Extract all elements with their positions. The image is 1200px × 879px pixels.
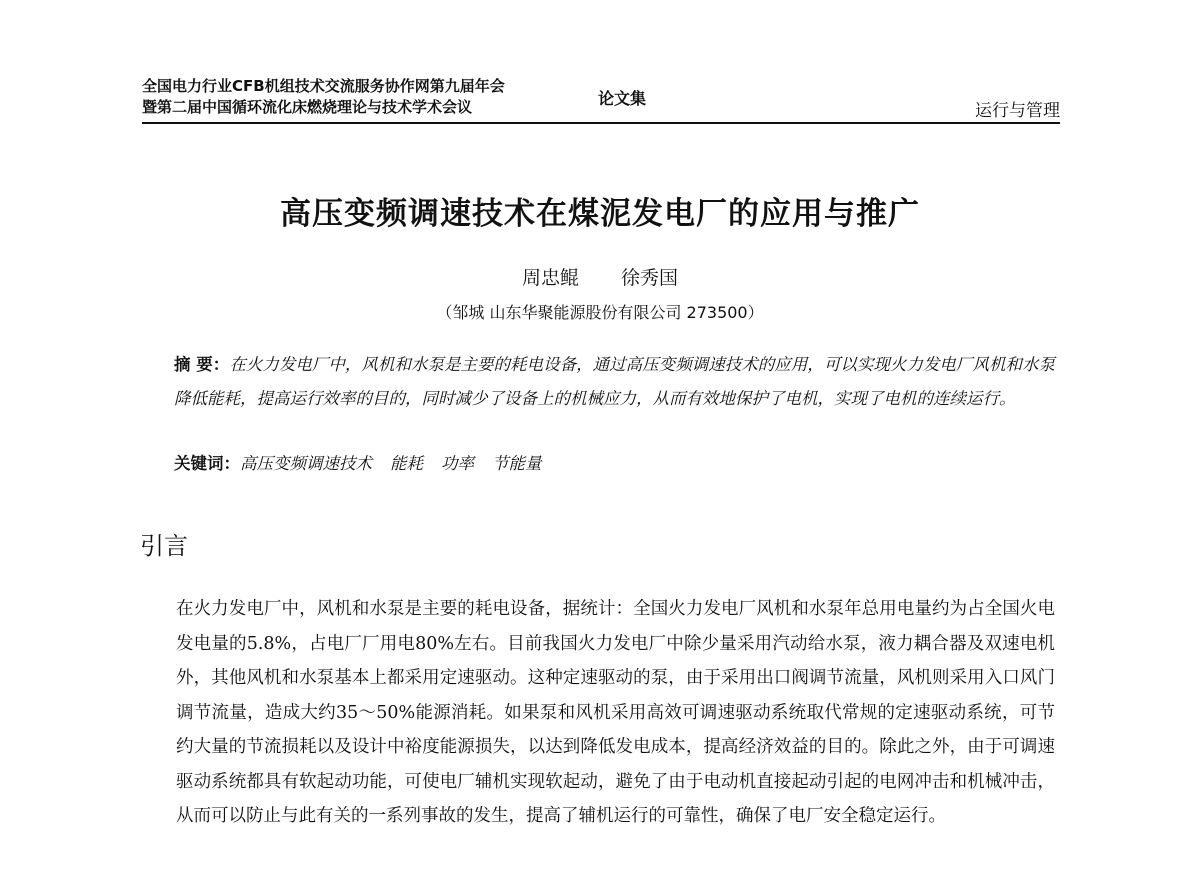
author-2: 徐秀国: [621, 267, 679, 289]
paper-title: 高压变频调速技术在煤泥发电厂的应用与推广: [280, 196, 920, 232]
conference-line-1: 全国电力行业CFB机组技术交流服务协作网第九届年会: [142, 77, 505, 95]
conference-line-2: 暨第二届中国循环流化床燃烧理论与技术学术会议: [142, 98, 473, 116]
section-label: 运行与管理: [975, 101, 1060, 121]
keyword: 能耗: [390, 454, 423, 473]
running-header: [142, 76, 1060, 124]
intro-text: 在火力发电厂中，风机和水泵是主要的耗电设备，据统计：全国火力发电厂风机和水泵年总用电量约为占全国火电发电量的5.8%，占电厂厂用电80%左右。目前我国火力发电厂中除少量采用汽动给水泵，液力耦合器及双速电机外，其他风机和水泵基本上都采用定速驱动。这种定速驱动的泵，由于采用出口阀调节流量，风机则采用入口风门调节流量，造成大约35～50%能源消耗。如果泵和风机采用高效可调速驱动系统取代常规的定速驱动系统，可节约大量的节流损耗以及设计中裕度能源损失，以达到降低发电成本，提高经济效益的目的。除此之外，由于可调速驱动系统都具有软起动功能，可使电厂辅机实现软起动，避免了由于电动机直接起动引起的电网冲击和机械冲击，从而可以防止与此有关的一系列事故的发生，提高了辅机运行的可靠性，确保了电厂安全稳定运行。: [176, 599, 1055, 826]
keyword: 高压变频调速技术: [240, 454, 372, 473]
abstract: [140, 348, 1055, 416]
proceedings-label: 论文集: [598, 89, 647, 108]
keyword: 节能量: [492, 454, 542, 473]
intro-heading: 引言: [140, 532, 188, 560]
keywords-label: 关键词：: [174, 454, 240, 473]
abstract-label: 摘 要：: [174, 355, 230, 374]
conference-name: [142, 76, 505, 118]
intro-paragraph: [140, 592, 1055, 834]
author-1: 周忠鲲: [521, 267, 579, 289]
keyword: 功率: [441, 454, 474, 473]
affiliation: （邹城 山东华聚能源股份有限公司 273500）: [436, 303, 764, 322]
abstract-text: 在火力发电厂中，风机和水泵是主要的耗电设备，通过高压变频调速技术的应用，可以实现火力发电厂风机和水泵降低能耗，提高运行效率的目的，同时减少了设备上的机械应力，从而有效地保护了电机，实现了电机的连续运行。: [174, 355, 1056, 408]
authors: [0, 263, 1200, 290]
keywords: [174, 450, 560, 474]
